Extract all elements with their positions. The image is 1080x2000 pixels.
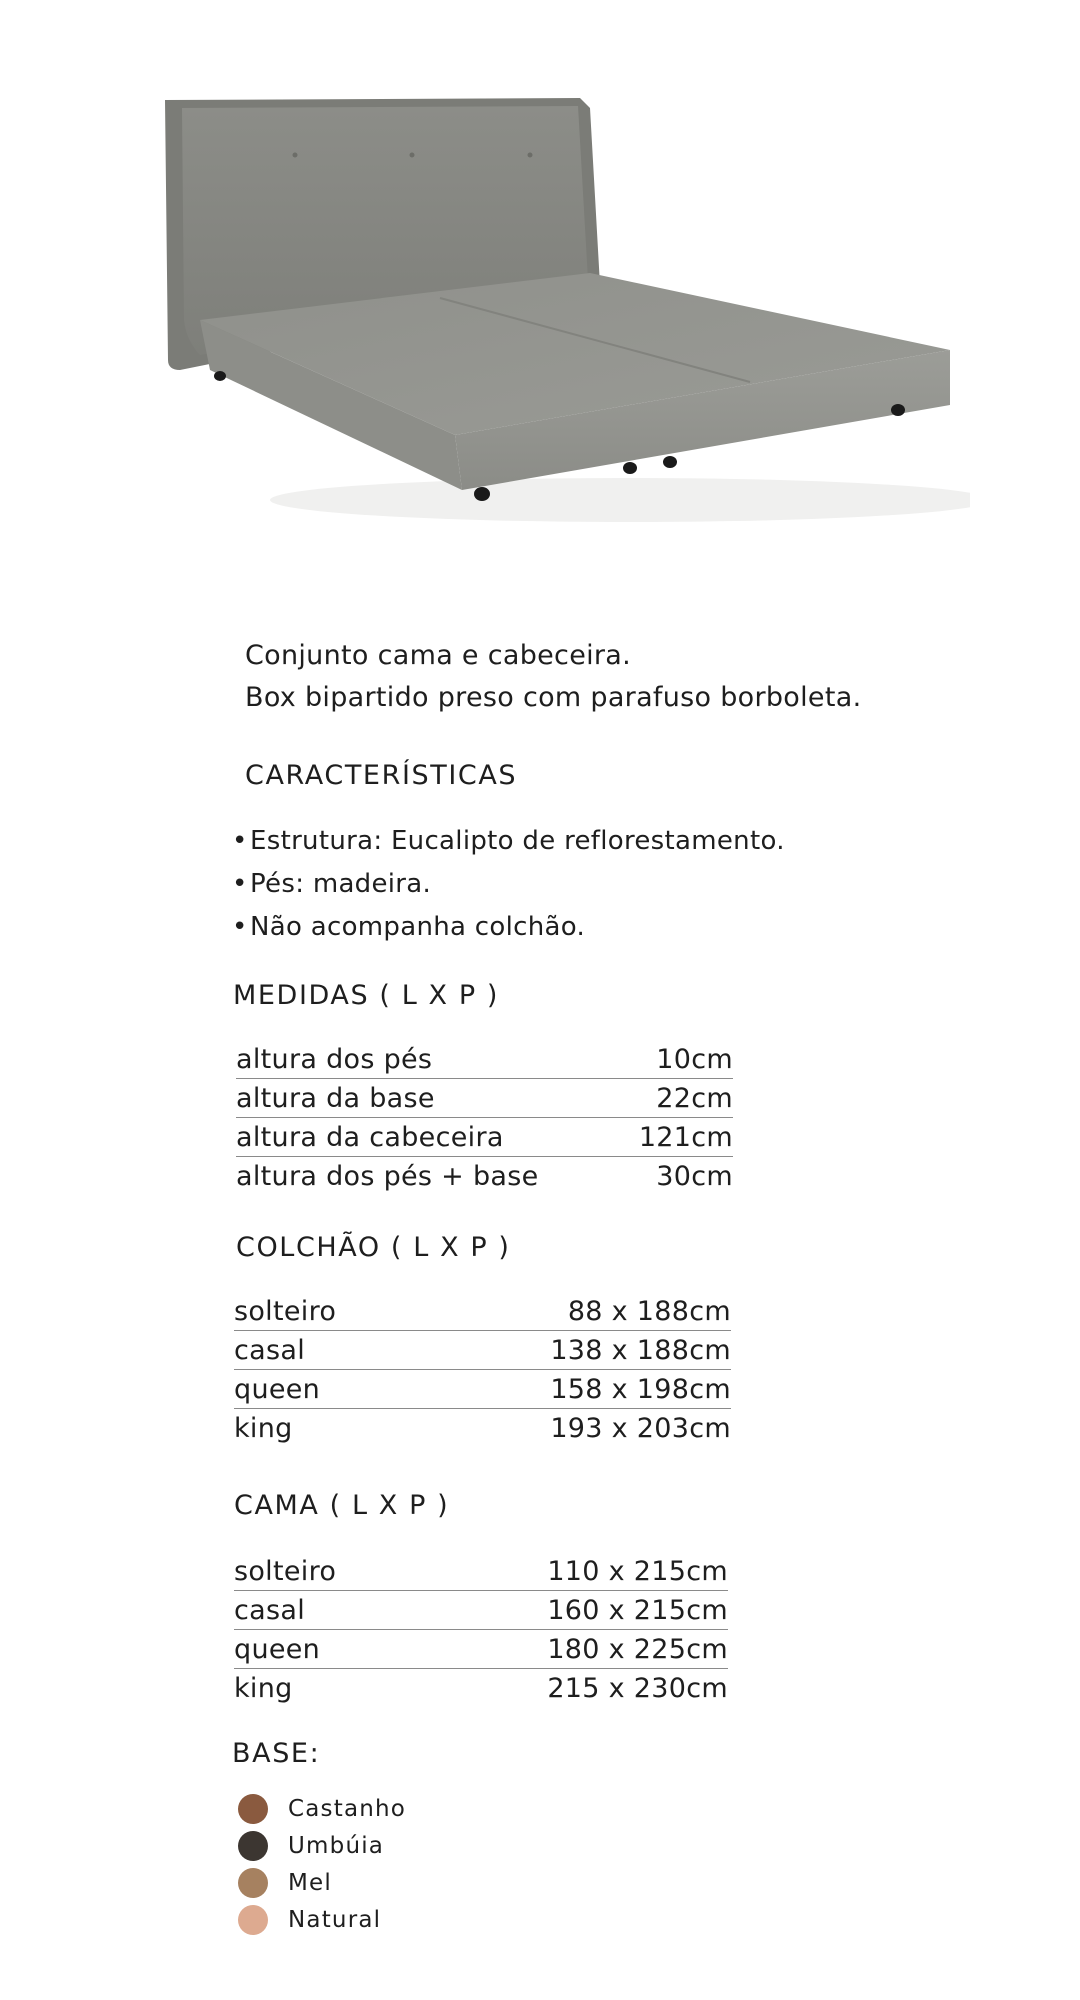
table-row: casal 138 x 188cm: [234, 1333, 731, 1370]
list-item: •Pés: madeira.: [232, 869, 432, 899]
description-line-1: Conjunto cama e cabeceira.: [245, 640, 632, 671]
cama-heading: CAMA ( L X P ): [234, 1490, 450, 1521]
product-image: [110, 80, 970, 550]
color-chip: [238, 1794, 268, 1824]
colchao-heading: COLCHÃO ( L X P ): [236, 1232, 511, 1263]
table-row: altura dos pés 10cm: [236, 1042, 733, 1079]
swatch-umbuia: Umbúia: [238, 1827, 406, 1864]
table-row: queen 180 x 225cm: [234, 1632, 728, 1669]
table-row: king 193 x 203cm: [234, 1413, 731, 1444]
table-row: altura dos pés + base 30cm: [236, 1161, 733, 1192]
color-chip: [238, 1868, 268, 1898]
table-row: queen 158 x 198cm: [234, 1372, 731, 1409]
medidas-heading: MEDIDAS ( L X P ): [233, 980, 500, 1011]
caracteristicas-heading: CARACTERÍSTICAS: [245, 760, 518, 791]
colchao-table: [234, 1294, 731, 1449]
color-chip: [238, 1831, 268, 1861]
color-chip: [238, 1905, 268, 1935]
list-item: •Não acompanha colchão.: [232, 912, 586, 942]
medidas-table: [236, 1042, 733, 1197]
base-heading: BASE:: [232, 1738, 321, 1769]
swatch-natural: Natural: [238, 1901, 406, 1938]
base-swatch-list: [238, 1790, 406, 1938]
list-item: •Estrutura: Eucalipto de reflorestamento.: [232, 826, 785, 856]
cama-table: [234, 1554, 728, 1709]
swatch-castanho: Castanho: [238, 1790, 406, 1827]
table-row: altura da cabeceira 121cm: [236, 1120, 733, 1157]
caracteristicas-list: [232, 826, 785, 955]
table-row: king 215 x 230cm: [234, 1673, 728, 1704]
table-row: altura da base 22cm: [236, 1081, 733, 1118]
table-row: casal 160 x 215cm: [234, 1593, 728, 1630]
table-row: solteiro 110 x 215cm: [234, 1554, 728, 1591]
table-row: solteiro 88 x 188cm: [234, 1294, 731, 1331]
swatch-mel: Mel: [238, 1864, 406, 1901]
description-line-2: Box bipartido preso com parafuso borboleta.: [245, 682, 862, 713]
